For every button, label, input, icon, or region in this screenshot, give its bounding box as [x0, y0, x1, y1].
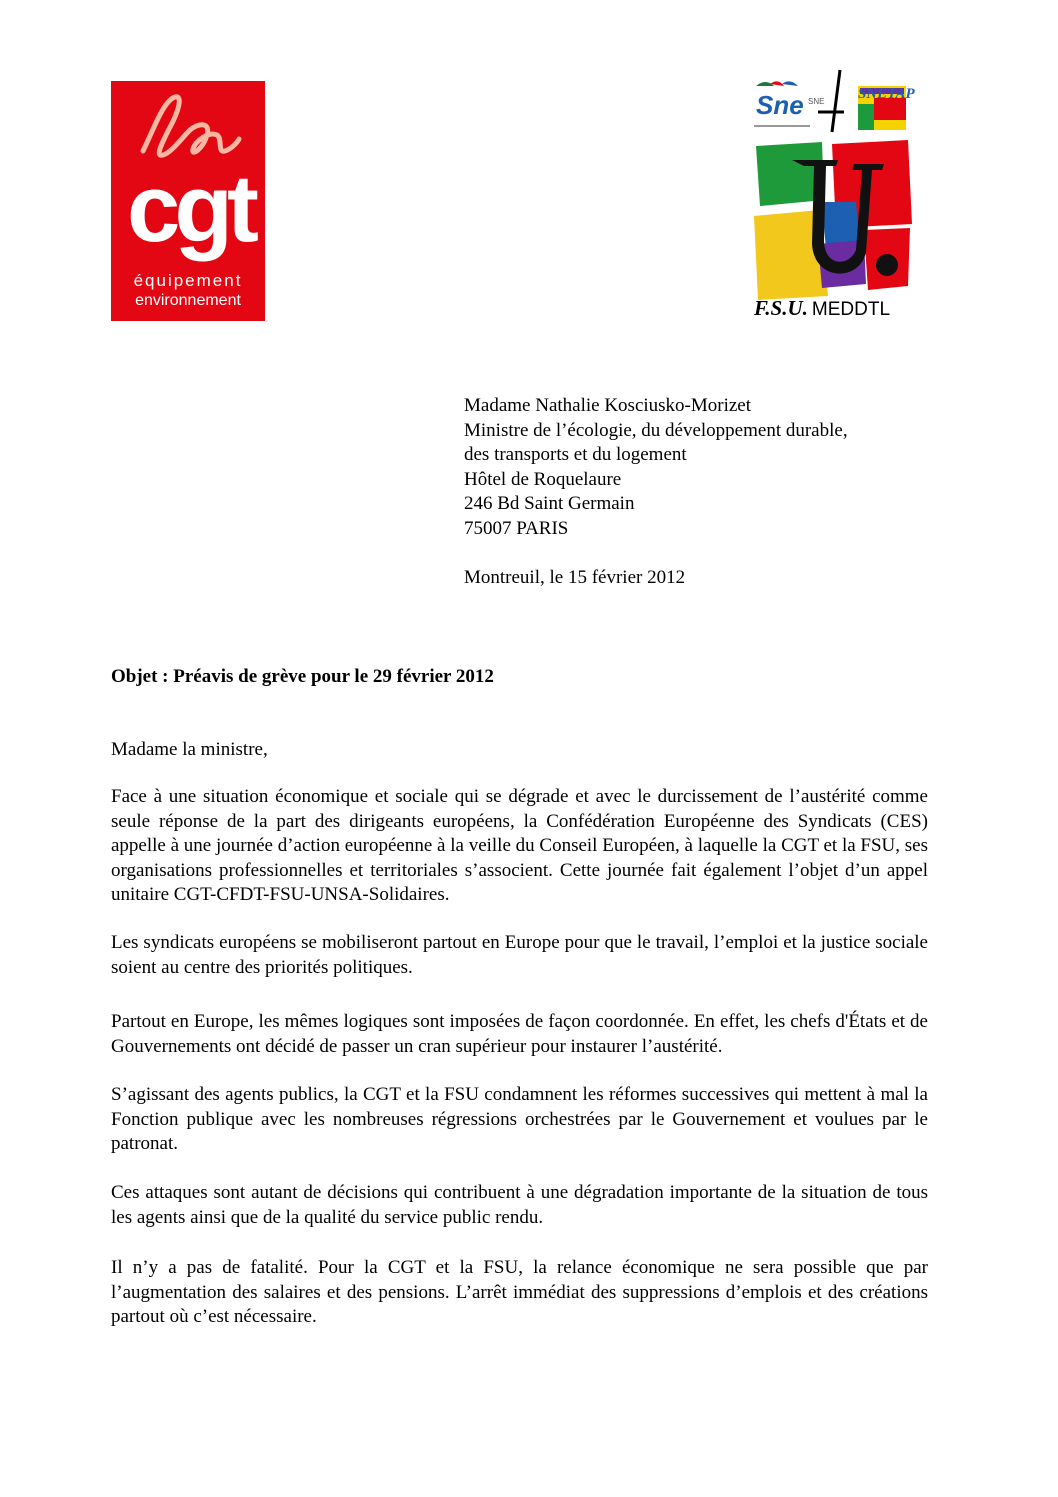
svg-text:SNETAP: SNETAP — [858, 86, 915, 102]
salutation: Madame la ministre, — [111, 739, 268, 760]
subject-line: Objet : Préavis de grève pour le 29 février 2012 — [111, 666, 494, 687]
recipient-line: des transports et du logement — [464, 444, 687, 465]
body-paragraph: Il n’y a pas de fatalité. Pour la CGT et la FSU, la relance économique ne sera possible que par l’augmentation des salaires et des pensions. L’arrêt immédiat des suppressions d’emplois et des créations partout où c’est nécessaire. — [111, 1257, 928, 1327]
recipient-line: Madame Nathalie Kosciusko-Morizet — [464, 395, 752, 416]
body-paragraph: S’agissant des agents publics, la CGT et la FSU condamnent les réformes successives qui mettent à mal la Fonction publique avec les nombreuses régressions orchestrées par le Gouvernement et voulues par le patronat. — [111, 1084, 928, 1154]
recipient-address — [464, 394, 848, 541]
cgt-logo — [111, 81, 265, 321]
cgt-word: cgt — [127, 155, 253, 262]
date-line: Montreuil, le 15 février 2012 — [464, 567, 686, 588]
svg-text:Sne: Sne — [756, 90, 804, 120]
svg-text:SNE: SNE — [808, 97, 825, 106]
cgt-subtitle-equipement: équipement — [133, 271, 243, 290]
recipient-line: Hôtel de Roquelaure — [464, 468, 622, 490]
fsu-logo-group — [748, 68, 918, 324]
body-paragraph: Partout en Europe, les mêmes logiques sont imposées de façon coordonnée. En effet, les chefs d'États et de Gouvernements ont décidé de passer un cran supérieur pour instaurer l’austérité. — [111, 1011, 928, 1057]
recipient-line: 246 Bd Saint Germain — [464, 493, 635, 514]
recipient-line: 75007 PARIS — [464, 517, 569, 539]
cgt-subtitle-environnement: environnement — [135, 292, 241, 309]
body-paragraph: Face à une situation économique et sociale qui se dégrade et avec le durcissement de l’austérité comme seule réponse de la part des dirigeants européens, la Confédération Européenne des Syndicats (CES) appelle à une journée d’action européenne à la veille du Conseil Européen, à laquelle la CGT et la FSU, ses organisations professionnelles et territoriales s’associent. Cette journée fait également l’objet d’un appel unitaire CGT-CFDT-FSU-UNSA-Solidaires. — [111, 786, 928, 905]
body-paragraph: Les syndicats européens se mobiliseront partout en Europe pour que le travail, l’emploi et la justice sociale soient au centre des priorités politiques. — [111, 932, 928, 978]
fsu-caption-department: MEDDTL — [811, 299, 891, 320]
fsu-caption-acronym: F.S.U. — [754, 296, 808, 320]
recipient-line: Ministre de l’écologie, du développement durable, — [464, 419, 848, 441]
sne-snetap-logos — [748, 68, 918, 136]
fsu-u-logo — [752, 140, 912, 300]
fsu-caption — [754, 296, 924, 321]
body-paragraph: Ces attaques sont autant de décisions qui contribuent à une dégradation importante de la situation de tous les agents ainsi que de la qualité du service public rendu. — [111, 1182, 928, 1228]
